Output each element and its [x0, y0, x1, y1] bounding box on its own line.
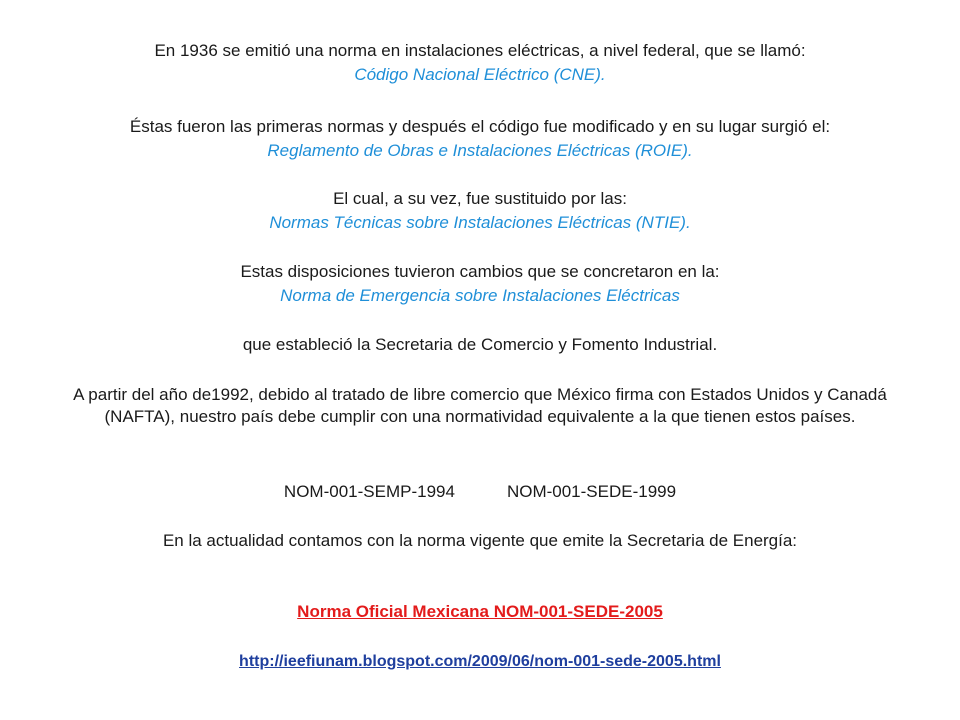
nom-item-1: NOM-001-SEMP-1994	[283, 482, 455, 501]
paragraph-4-highlight: Norma de Emergencia sobre Instalaciones Eléctricas	[280, 286, 680, 305]
paragraph-2-highlight: Reglamento de Obras e Instalaciones Eléctricas (ROIE).	[267, 141, 693, 160]
paragraph-3-text: El cual, a su vez, fue sustituido por las:	[333, 189, 627, 208]
actualidad-line: En la actualidad contamos con la norma vigente que emite la Secretaria de Energía:	[162, 531, 798, 550]
paragraph-1-highlight: Código Nacional Eléctrico (CNE).	[354, 65, 606, 84]
norma-oficial-link[interactable]: Norma Oficial Mexicana NOM-001-SEDE-2005	[297, 602, 663, 621]
nafta-paragraph: A partir del año de1992, debido al tratado de libre comercio que México firma con Estados Unidos y Canadá (NAFTA), nuestro país debe cumplir con una normatividad equivalente a la que tienen estos países.	[73, 385, 887, 426]
secretaria-line: que estableció la Secretaria de Comercio y Fomento Industrial.	[242, 335, 718, 354]
paragraph-3-highlight: Normas Técnicas sobre Instalaciones Eléctricas (NTIE).	[269, 213, 691, 232]
url-row	[40, 650, 920, 673]
url-link[interactable]: http://ieefiunam.blogspot.com/2009/06/nom-001-sede-2005.html	[239, 653, 721, 670]
nom-item-2: NOM-001-SEDE-1999	[506, 482, 677, 501]
paragraph-4-text: Estas disposiciones tuvieron cambios que se concretaron en la:	[240, 262, 720, 281]
norma-oficial-row	[40, 601, 920, 623]
nom-list	[40, 481, 920, 503]
paragraph-1-text: En 1936 se emitió una norma en instalaciones eléctricas, a nivel federal, que se llamó:	[154, 41, 806, 60]
paragraph-2-text: Éstas fueron las primeras normas y después el código fue modificado y en su lugar surgió el:	[129, 117, 831, 136]
